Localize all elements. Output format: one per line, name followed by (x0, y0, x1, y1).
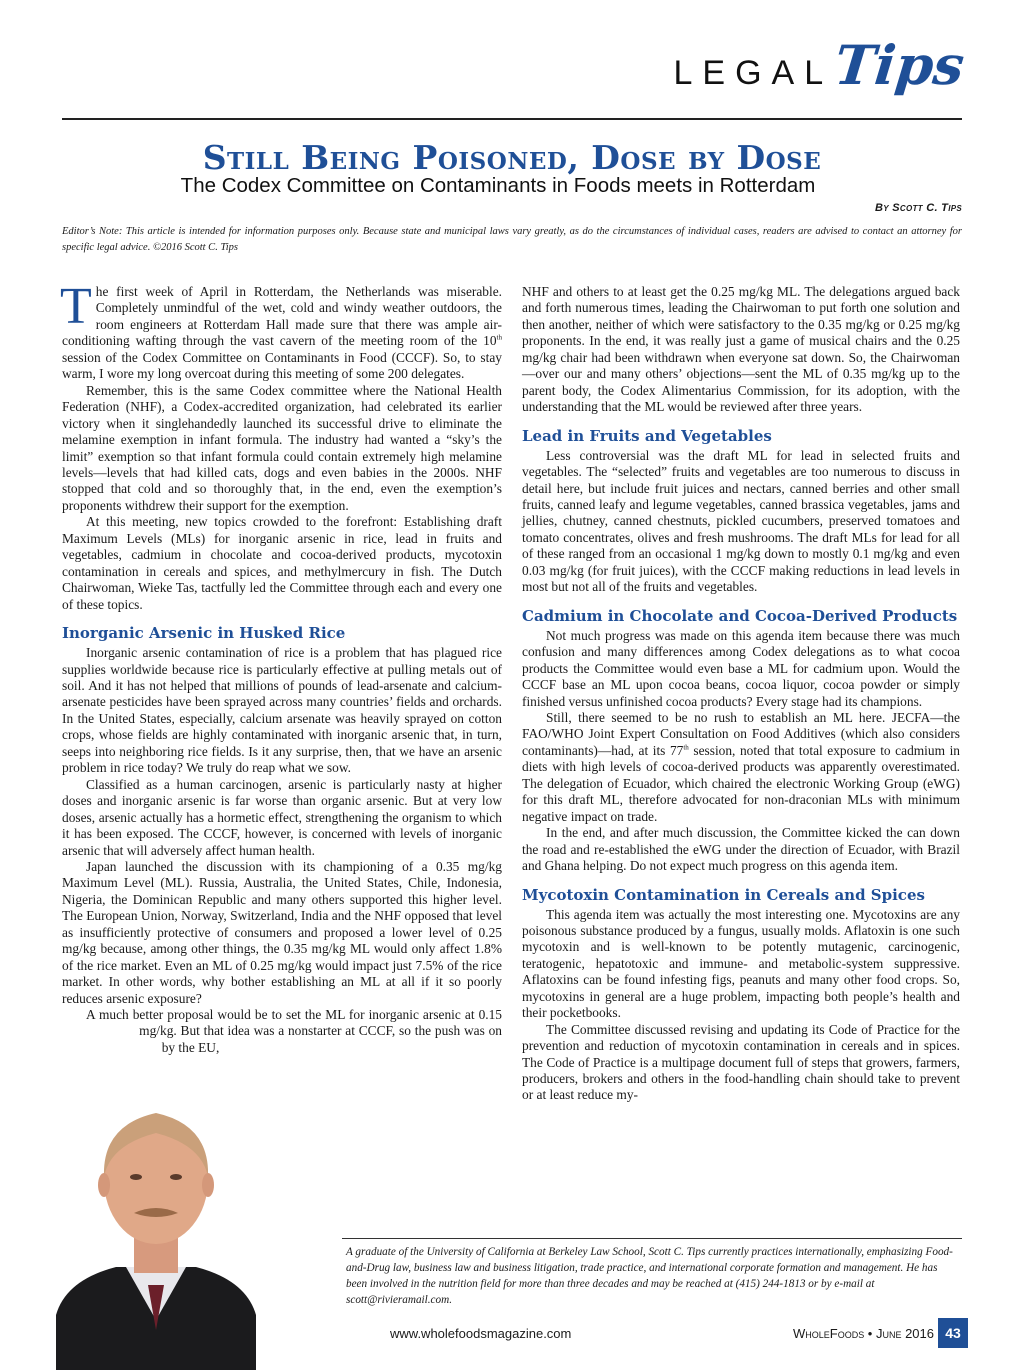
article-title: Still Being Poisoned, Dose by Dose (202, 138, 822, 177)
masthead-legal: LEGAL (673, 54, 834, 92)
footer-url[interactable]: www.wholefoodsmagazine.com (390, 1326, 572, 1341)
editor-note: Editor’s Note: This article is intended for information purposes only. Because state and municipal laws vary greatly, as do the circumstances of individual cases, readers are advised to contact an attorney for specific legal advice. ©2016 Scott C. Tips (62, 226, 962, 253)
section-heading: Lead in Fruits and Vegetables (522, 426, 772, 445)
paragraph: At this meeting, new topics crowded to the forefront: Establishing draft Maximum Levels (MLs) for inorganic arsenic in rice, lead in fruits and vegetables, cadmium in chocolate and cocoa-derived products, mycotoxin contamination in cereals and spices, and methylmercury in fish. The Dutch Chairwoman, Wieke Tas, tactfully led the Committee through each and every one of these topics. (62, 514, 502, 612)
section-heading: Mycotoxin Contamination in Cereals and Spices (522, 885, 925, 904)
paragraph: The first week of April in Rotterdam, the Netherlands was miserable. Completely unmindful of the wet, cold and windy weather outdoors, the room engineers at Rotterdam Hall made sure that there was ample air-conditioning wafting through the vast cavern of the meeting room of the 10th session of the Codex Committee on Contaminants in Food (CCCF). So, to stay warm, I wore my long overcoat during this meeting of some 200 delegates. (60, 278, 502, 382)
byline: By Scott C. Tips (875, 202, 962, 214)
paragraph: The Committee discussed revising and updating its Code of Practice for the prevention and reduction of mycotoxin contamination in cereals and in spices. The Code of Practice is a multipage document full of steps that growers, farmers, producers, brokers and others in the food-handling chain should take to prevent or at least reduce my- (522, 1021, 960, 1103)
footer-magazine: WholeFoods • June 2016 (792, 1326, 934, 1341)
page-number: 43 (938, 1318, 968, 1348)
paragraph: In the end, and after much discussion, the Committee kicked the can down the road and re-established the eWG under the direction of Ecuador, with Brazil and Ghana helping. Do not expect much progress on this agenda item. (522, 825, 960, 874)
section-masthead (673, 33, 968, 97)
bio-rule (342, 1238, 962, 1239)
author-bio: A graduate of the University of California at Berkeley Law School, Scott C. Tips currently practices internationally, emphasizing Food-and-Drug law, business law and business litigation, trade practice, and international corporate formation and management. He has been involved in the nutrition field for more than three decades and may be reached at (415) 244-1813 or by e-mail at scott@rivieramail.com. (346, 1246, 953, 1306)
paragraph: Remember, this is the same Codex committee where the National Health Federation (NHF), a Codex-accredited organization, had celebrated its earlier victory when it singlehandedly launched its successful drive to eliminate the melamine exemption in infant formula. The industry had wanted a “sky’s the limit” exemption so that infant formula could contain extremely high melamine levels—levels that had killed cats, dogs and even babies in the 2000s. NHF stopped that cold and so thoroughly that, in the end, even the exemption’s proponents withdrew their support for the exemption. (62, 382, 502, 513)
paragraph: NHF and others to at least get the 0.25 mg/kg ML. The delegations argued back and forth numerous times, leading the Chairwoman to put forth one solution and then another, neither of which were satisfactory to the 0.35 mg/kg or 0.25 mg/kg proponents. In the end, it was really just a game of musical chairs and the 0.25 mg/kg chair had been withdrawn when everyone sat down. So, the Chairwoman—over our and many others’ objections—sent the ML of 0.35 mg/kg up to the parent body, the Codex Alimentarius Commission, for its adoption, with the understanding that the ML would be reviewed after three years. (522, 284, 960, 415)
column-right (522, 284, 960, 1104)
paragraph: Classified as a human carcinogen, arsenic is particularly nasty at higher doses and inorganic arsenic is far worse than organic arsenic. But at very low doses, arsenic actually has a hormetic effect, strengthening the organism to which it has been exposed. The CCCF, however, is concerned with levels of inorganic arsenic that will adversely affect human health. (62, 776, 502, 858)
section-heading: Inorganic Arsenic in Husked Rice (62, 624, 346, 643)
paragraph: Inorganic arsenic contamination of rice is a problem that has plagued rice supplies worldwide because rice is particularly effective at pulling metals out of soil. And it has not helped that millions of pounds of lead-arsenate and calcium-arsenate pesticides have been sprayed across many countries’ fields and orchards. In the United States, especially, calcium arsenate was heavily sprayed on cotton crops, whose fields are highly contaminated with inorganic arsenic that, in turn, seeps into neighboring rice fields. Is it any surprise, then, that we have an arsenic problem in rice today? We truly do reap what we sow. (62, 645, 502, 776)
section-heading: Cadmium in Chocolate and Cocoa-Derived Products (522, 606, 958, 625)
article-subtitle: The Codex Committee on Contaminants in Foods meets in Rotterdam (180, 174, 816, 197)
paragraph: A much better proposal would be to set the ML for inorganic arsenic at 0.15 mg/kg. But that idea was a nonstarter at CCCF, so the push was on by the EU, (86, 1007, 502, 1055)
masthead-tips: Tips (831, 33, 968, 97)
paragraph: Not much progress was made on this agenda item because there was much confusion and many differences among Codex delegations as to what cocoa products the Committee would even base a ML for cadmium upon. Would the CCCF base an ML upon cocoa beans, cocoa liquor, cocoa powder or simply finished versus unfinished cocoa products? Every stage had its champions. (522, 627, 960, 709)
author-photo (56, 1085, 256, 1370)
paragraph: Still, there seemed to be no rush to establish an ML here. JECFA—the FAO/WHO Joint Expert Consultation on Food Additives (which also considers contaminants)—had, at its 77th session, noted that total exposure to cadmium in diets with high levels of cocoa-derived products was apparently overestimated. The delegation of Ecuador, which chaired the electronic Working Group (eWG) for this draft ML, therefore advocated for non-draconian MLs with minimum negative impact on trade. (522, 709, 960, 824)
paragraph: Less controversial was the draft ML for lead in selected fruits and vegetables. The “selected” fruits and vegetables are too numerous to discuss in detail here, but include fruit juices and nectars, canned berries and other small fruits, canned leafy and legume vegetables, canned brassica vegetables, jams and jellies, chutney, canned chestnuts, pickled cucumbers, preserved tomatoes and tomato concentrates, olives and fresh mushrooms. The draft MLs for lead for all of these ranged from an occasional 1 mg/kg down to mostly 0.1 mg/kg and even 0.03 mg/kg (for fruit juices), with the CCCF making reductions in lead levels in most but not all of the fruits and vegetables. (522, 447, 960, 595)
header-rule (62, 118, 962, 120)
paragraph: Japan launched the discussion with its championing of a 0.35 mg/kg Maximum Level (ML). Russia, Australia, the United States, Chile, Indonesia, Nigeria, the Dominican Republic and many others supported this higher level. The European Union, Norway, Switzerland, India and the NHF opposed that level as insufficiently protective of consumers and proposed a lower level of 0.25 mg/kg because, among other things, the 0.35 mg/kg ML would only affect 1.8% of the rice market. Even an ML of 0.25 mg/kg would impact just 7.5% of the rice market. In other words, why bother establishing an ML at all if it so poorly reduces arsenic exposure? (62, 858, 502, 1006)
drop-cap: T (60, 278, 92, 335)
paragraph: This agenda item was actually the most interesting one. Mycotoxins are any poisonous substance produced by a fungus, usually molds. Aflatoxin is one such mycotoxin and is well-known to be potently mutagenic, carcinogenic, teratogenic, hepatotoxic and immune- and metabolic-system suppressive. Aflatoxins can be found infesting figs, peanuts and many other food crops. So, mycotoxins in general are a huge problem, impacting both people’s health and their pocketbooks. (522, 906, 960, 1021)
